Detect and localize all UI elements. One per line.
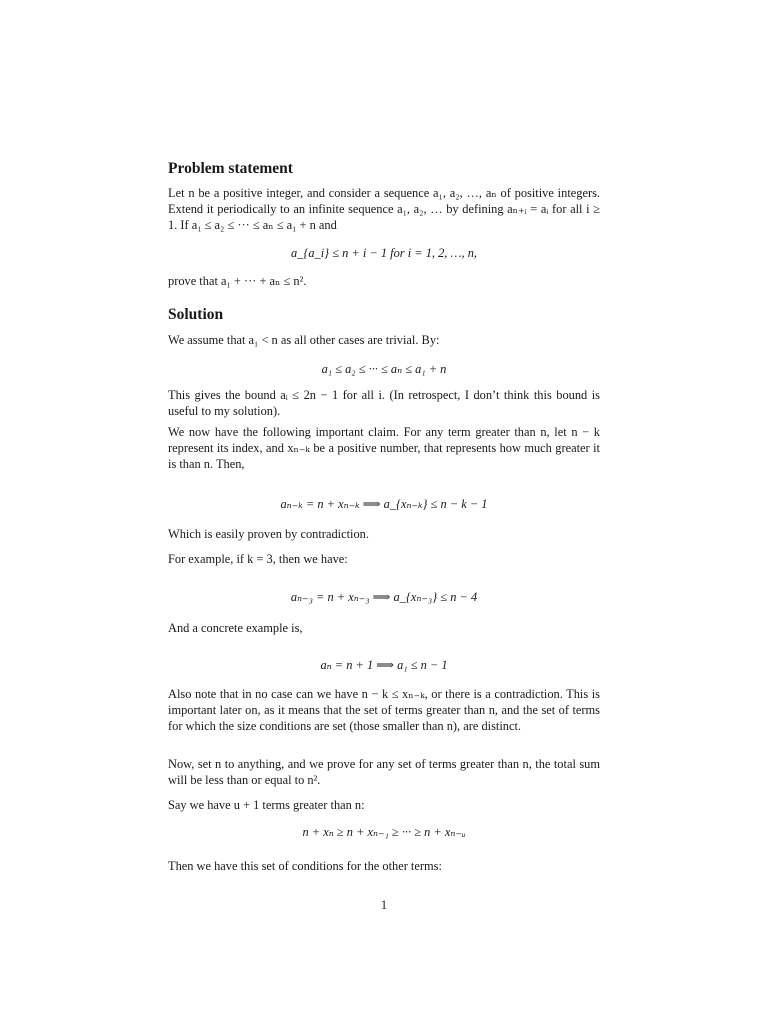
- solution-display-2: aₙ₋ₖ = n + xₙ₋ₖ ⟹ a_{xₙ₋ₖ} ≤ n − k − 1: [280, 497, 488, 511]
- solution-paragraph-6: And a concrete example is,: [168, 621, 303, 635]
- problem-display-condition: a_{a_i} ≤ n + i − 1 for i = 1, 2, …, n,: [290, 246, 478, 260]
- problem-paragraph-1: Let n be a positive integer, and consider a sequence a₁, a₂, …, aₙ of positive integers. Extend it periodically to an infinite sequence a₁, a₂, … by defining aₙ₊ᵢ = aᵢ for all i ≥ 1. If a₁ ≤ a₂ ≤ ··· ≤ aₙ ≤ a₁ + n and: [168, 186, 600, 233]
- solution-paragraph-9: Say we have u + 1 terms greater than n:: [168, 798, 365, 812]
- solution-display-4: aₙ = n + 1 ⟹ a₁ ≤ n − 1: [320, 658, 448, 672]
- solution-display-1: a₁ ≤ a₂ ≤ ··· ≤ aₙ ≤ a₁ + n: [321, 362, 447, 376]
- solution-paragraph-4: Which is easily proven by contradiction.: [168, 527, 369, 541]
- solution-paragraph-10: Then we have this set of conditions for the other terms:: [168, 859, 442, 873]
- problem-paragraph-2: prove that a₁ + ··· + aₙ ≤ n².: [168, 274, 307, 288]
- page-number: 1: [380, 898, 388, 912]
- solution-paragraph-2: This gives the bound aᵢ ≤ 2n − 1 for all i. (In retrospect, I don’t think this bound is useful to my solution).: [168, 388, 600, 419]
- problem-statement-heading: Problem statement: [168, 160, 293, 177]
- solution-paragraph-5: For example, if k = 3, then we have:: [168, 552, 348, 566]
- solution-paragraph-1: We assume that a₁ < n as all other cases are trivial. By:: [168, 333, 440, 347]
- solution-paragraph-7: Also note that in no case can we have n − k ≤ xₙ₋ₖ, or there is a contradiction. This is important later on, as it means that the set of terms greater than n, and the set of terms for which the size conditions are set (those smaller than n), are distinct.: [168, 687, 600, 734]
- solution-display-3: aₙ₋₃ = n + xₙ₋₃ ⟹ a_{xₙ₋₃} ≤ n − 4: [290, 590, 478, 604]
- solution-heading: Solution: [168, 306, 224, 323]
- solution-paragraph-3: We now have the following important claim. For any term greater than n, let n − k represent its index, and xₙ₋ₖ be a positive number, that represents how much greater it is than n. Then,: [168, 425, 600, 472]
- solution-paragraph-8: Now, set n to anything, and we prove for any set of terms greater than n, the total sum will be less than or equal to n².: [168, 757, 600, 788]
- solution-display-5: n + xₙ ≥ n + xₙ₋₁ ≥ ··· ≥ n + xₙ₋ᵤ: [302, 825, 466, 839]
